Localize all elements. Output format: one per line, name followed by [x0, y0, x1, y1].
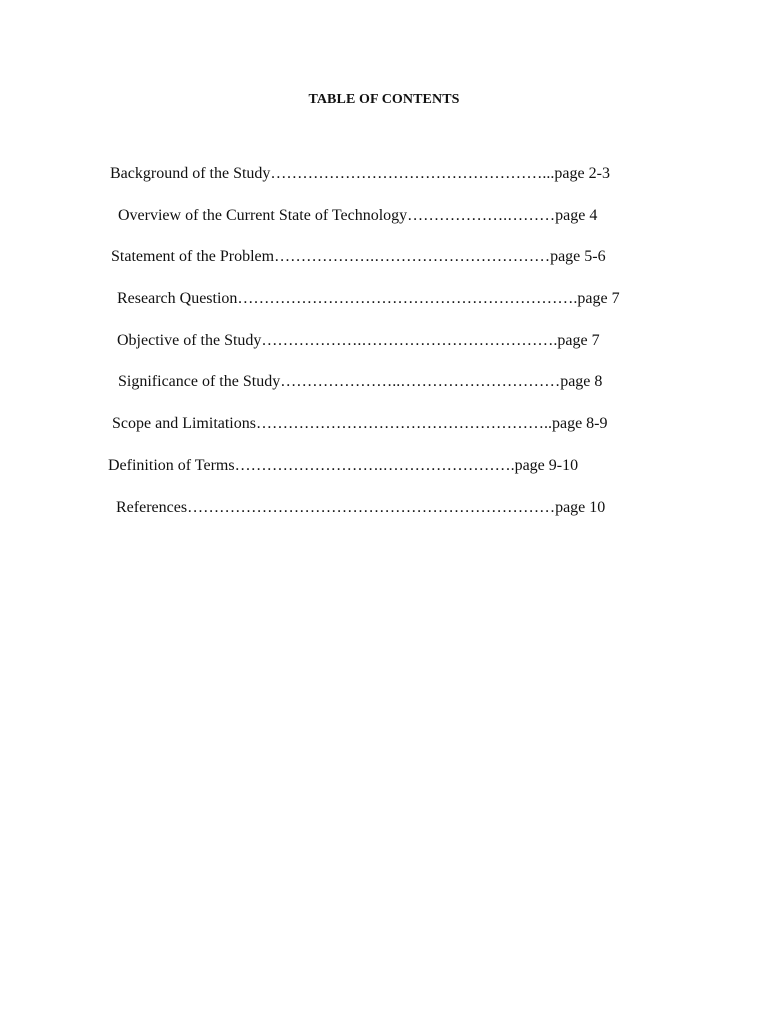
toc-entry-text: Significance of the Study…………………..…………………………page 8 — [118, 373, 603, 391]
toc-entry — [0, 413, 768, 455]
toc-title: TABLE OF CONTENTS — [308, 92, 460, 107]
toc-entry — [0, 497, 768, 539]
toc-entry — [0, 288, 768, 330]
toc-entry-text: Definition of Terms……………………….…………………….page 9-10 — [108, 456, 579, 474]
toc-entry-text: Overview of the Current State of Technology……………….………page 4 — [118, 206, 598, 224]
toc-entry — [0, 371, 768, 413]
toc-entry — [0, 163, 768, 205]
toc-entry-text: References……………………………………………………………page 10 — [116, 498, 606, 516]
toc-entry — [0, 455, 768, 497]
toc-list — [0, 163, 768, 538]
toc-entry-text: Scope and Limitations………………………………………………..page 8-9 — [112, 415, 608, 433]
toc-entry-text: Statement of the Problem……………….……………………………page 5-6 — [111, 248, 606, 266]
toc-entry-text: Research Question……………………………………………………….page 7 — [117, 290, 620, 308]
toc-entry-text: Background of the Study……………………………………………...page 2-3 — [110, 165, 610, 182]
toc-entry — [0, 330, 768, 372]
toc-entry — [0, 246, 768, 288]
toc-entry-text: Objective of the Study……………….……………………………….page 7 — [117, 331, 600, 349]
toc-entry — [0, 205, 768, 247]
